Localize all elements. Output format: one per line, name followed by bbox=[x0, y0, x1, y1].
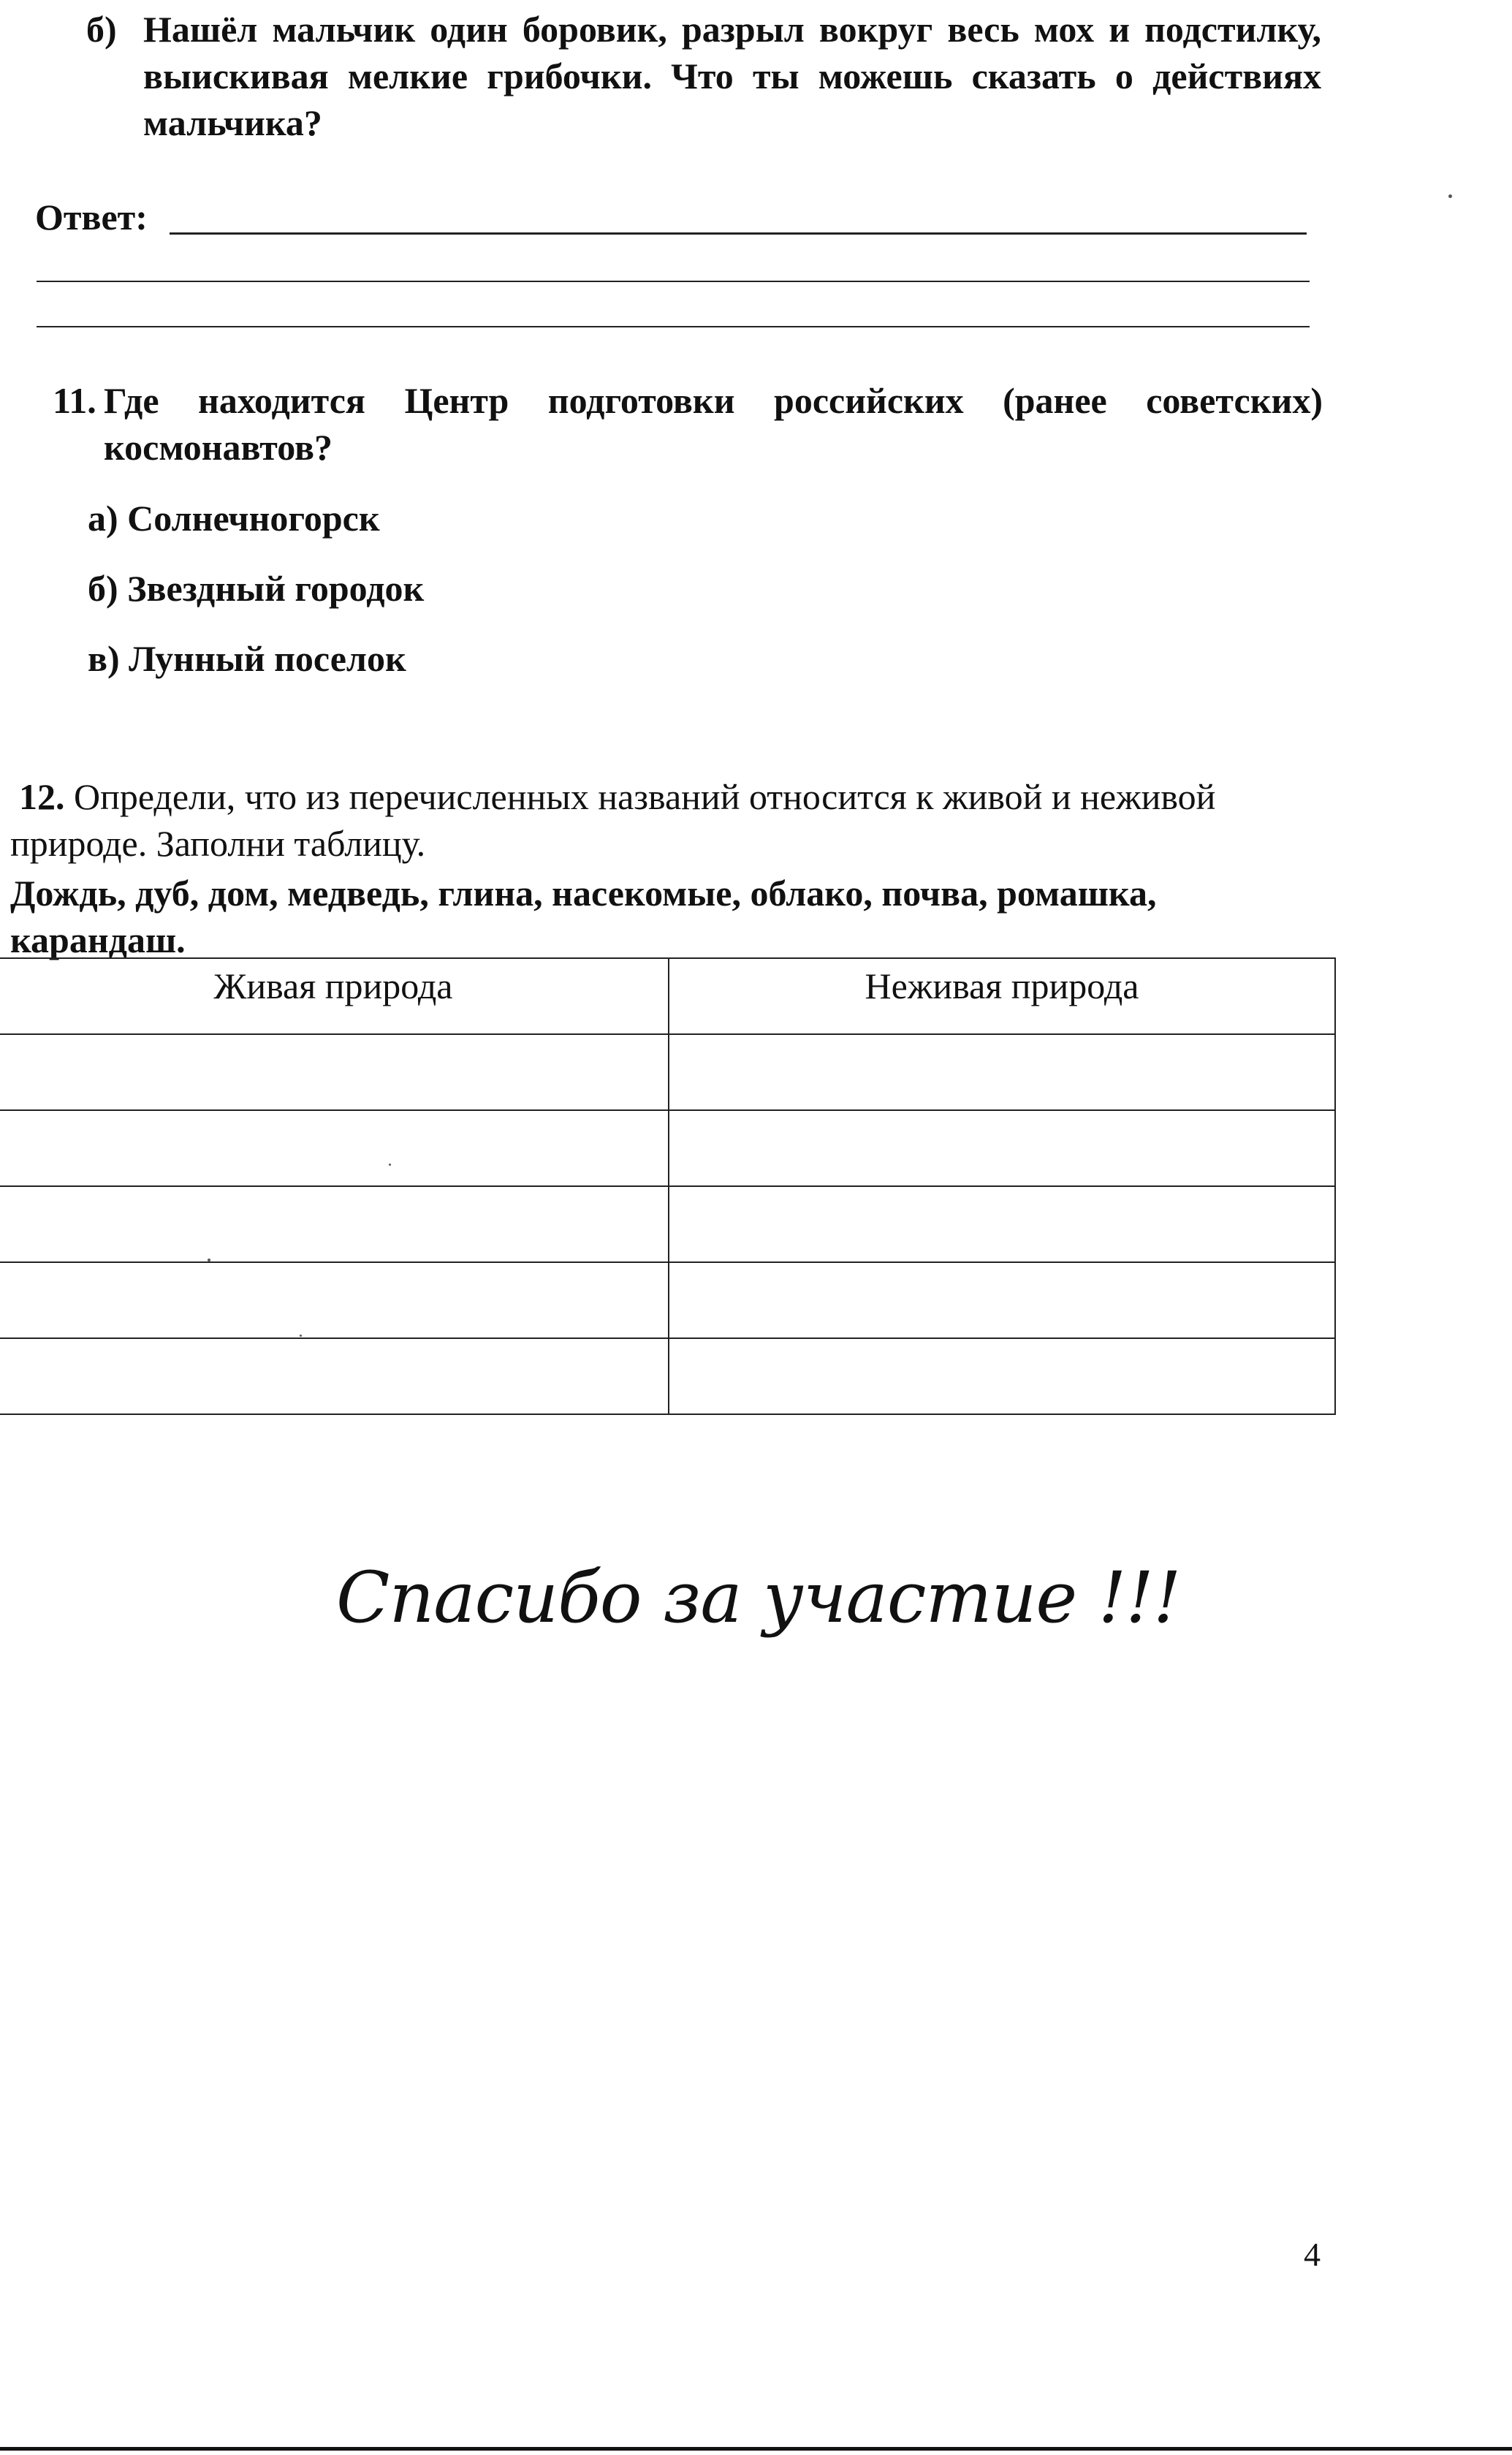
nonliving-cell[interactable] bbox=[669, 1110, 1335, 1186]
question-12-word-list: Дождь, дуб, дом, медведь, глина, насекомые, облако, почва, ромашка, карандаш. bbox=[10, 873, 1157, 960]
question-11-number: 11. bbox=[53, 380, 96, 421]
scan-speck bbox=[208, 1259, 210, 1261]
question-12-number: 12. bbox=[19, 776, 65, 817]
nonliving-cell[interactable] bbox=[669, 1186, 1335, 1262]
nonliving-cell[interactable] bbox=[669, 1034, 1335, 1110]
answer-label: Ответ: bbox=[35, 197, 148, 238]
thanks-message: Спасибо за участие !!! bbox=[336, 1557, 1181, 1639]
living-cell[interactable] bbox=[0, 1262, 669, 1338]
bottom-rule bbox=[0, 2447, 1512, 2451]
question-10b-text: Нашёл мальчик один боровик, разрыл вокруг весь мох и подстилку, выискивая мелкие грибочки. Что ты можешь сказать о действиях мальчика? bbox=[143, 9, 1321, 143]
scan-speck bbox=[300, 1335, 302, 1337]
option-c[interactable]: в) Лунный поселок bbox=[88, 638, 406, 679]
table-row bbox=[0, 1034, 1335, 1110]
page-number: 4 bbox=[1304, 2236, 1321, 2273]
answer-line-3[interactable] bbox=[37, 326, 1310, 327]
answer-line-2[interactable] bbox=[37, 281, 1310, 282]
header-nonliving-nature: Неживая природа bbox=[669, 958, 1335, 1034]
question-10b-marker: б) bbox=[86, 9, 117, 50]
answer-line-1[interactable] bbox=[170, 232, 1307, 235]
living-cell[interactable] bbox=[0, 1110, 669, 1186]
table-row bbox=[0, 1262, 1335, 1338]
classification-table bbox=[0, 957, 1336, 1415]
nonliving-cell[interactable] bbox=[669, 1338, 1335, 1414]
header-living-nature: Живая природа bbox=[0, 958, 669, 1034]
question-12-text: Определи, что из перечисленных названий относится к живой и неживой природе. Заполни таблицу. bbox=[10, 776, 1216, 864]
table-row bbox=[0, 1186, 1335, 1262]
question-11 bbox=[53, 377, 1323, 471]
question-10b bbox=[86, 6, 1321, 146]
question-12 bbox=[10, 773, 1326, 867]
scan-speck bbox=[1448, 194, 1452, 198]
living-cell[interactable] bbox=[0, 1186, 669, 1262]
option-b[interactable]: б) Звездный городок bbox=[88, 568, 425, 609]
question-11-text: Где находится Центр подготовки российских (ранее советских) космонавтов? bbox=[104, 380, 1323, 468]
nonliving-cell[interactable] bbox=[669, 1262, 1335, 1338]
table-row bbox=[0, 1338, 1335, 1414]
option-a[interactable]: а) Солнечногорск bbox=[88, 498, 380, 539]
living-cell[interactable] bbox=[0, 1338, 669, 1414]
scan-speck bbox=[389, 1164, 391, 1166]
table-header-row bbox=[0, 958, 1335, 1034]
table-row bbox=[0, 1110, 1335, 1186]
living-cell[interactable] bbox=[0, 1034, 669, 1110]
